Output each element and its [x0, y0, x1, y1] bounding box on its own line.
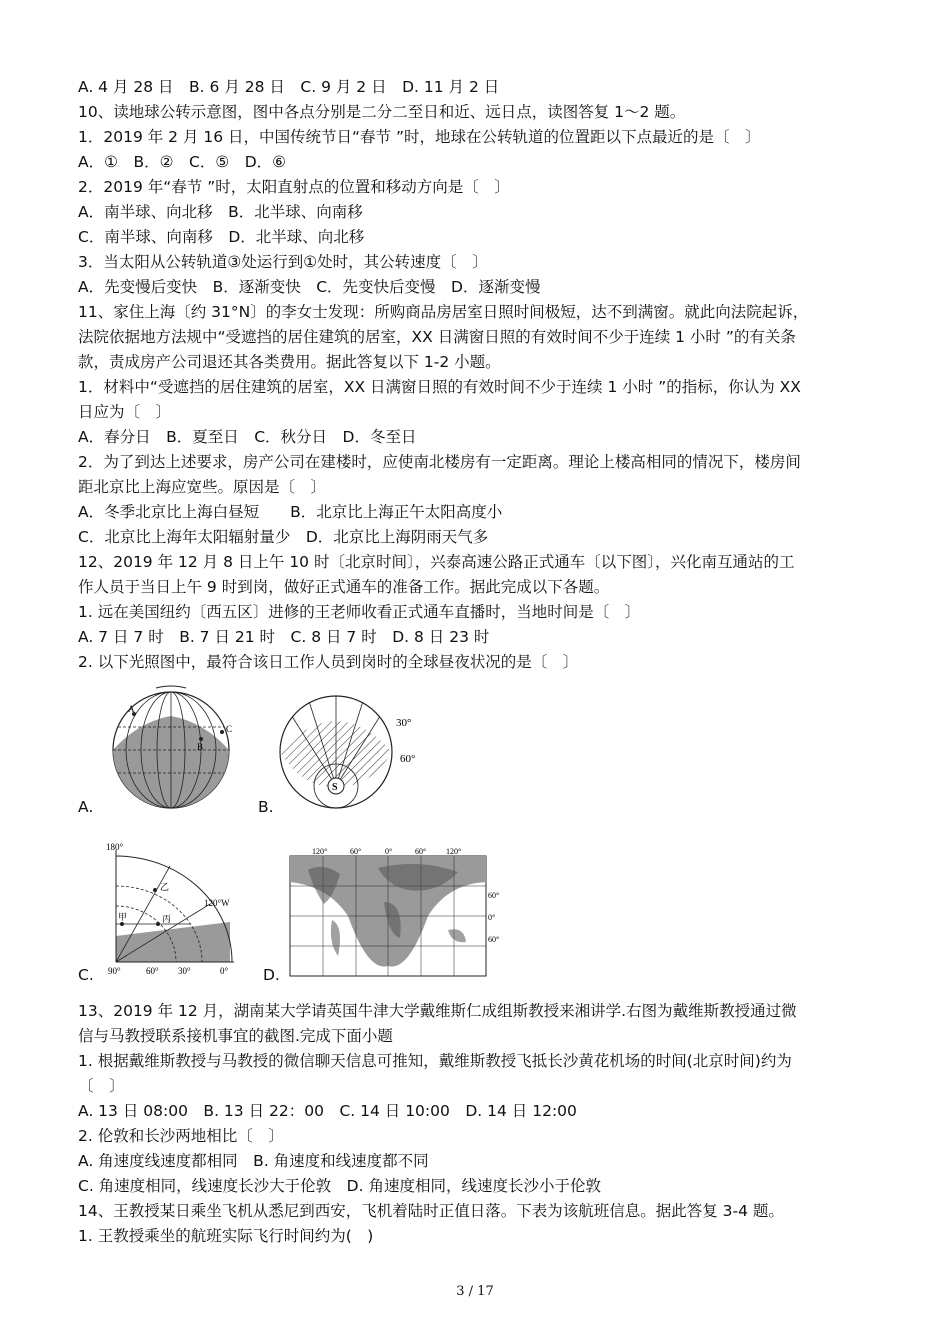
- figure-a-globe: [108, 682, 238, 812]
- q12-stem-2: 作人员于当日上午 9 时到岗，做好正式通车的准备工作。据此完成以下各题。: [78, 578, 610, 596]
- q13-stem-2: 信与马教授联系接机事宜的截图.完成下面小题: [78, 1027, 393, 1045]
- figure-c-lat-30: 30°: [178, 966, 191, 976]
- figure-b-lat-30: 30°: [396, 717, 412, 729]
- q11-2-stem-2: 距北京比上海应宽些。原因是〔 〕: [78, 478, 327, 496]
- figure-d-right-0: 0°: [488, 913, 496, 922]
- q11-1-stem-2: 日应为〔 〕: [78, 403, 172, 421]
- q10-1-options: A．① B．② C．⑤ D．⑥: [78, 153, 287, 171]
- q11-1-stem: 1．材料中“受遮挡的居住建筑的居室，XX 日满窗日照的有效时间不少于连续 1 小时 ”的指标，你认为 XX: [78, 378, 801, 396]
- figure-d-right-60n: 60°: [488, 891, 500, 900]
- q13-2-options-a: A. 角速度线速度都相同 B. 角速度和线速度都不同: [78, 1152, 429, 1170]
- figure-b-lat-60: 60°: [400, 753, 416, 765]
- q10-2-options-a: A．南半球、向北移 B．北半球、向南移: [78, 203, 363, 221]
- figure-c-lon-180: 180°: [106, 842, 124, 852]
- figure-c-lon-120w: 120°W: [204, 898, 230, 908]
- q12-1-options: A. 7 日 7 时 B. 7 日 21 时 C. 8 日 7 时 D. 8 日 23 时: [78, 628, 490, 646]
- q9-options: A. 4 月 28 日 B. 6 月 28 日 C. 9 月 2 日 D. 11 月 2 日: [78, 78, 500, 96]
- q14-stem: 14、王教授某日乘坐飞机从悉尼到西安，飞机着陆时正值日落。下表为该航班信息。据此答复 3-4 题。: [78, 1202, 784, 1220]
- figure-d-top-120w: 120°: [312, 847, 328, 856]
- figure-c-quarter-diagram: [100, 842, 250, 982]
- figure-b-polar-view: [278, 690, 438, 820]
- figure-b-label: B.: [258, 798, 274, 816]
- figure-d-top-120e: 120°: [446, 847, 462, 856]
- q10-2-stem: 2．2019 年“春节 ”时，太阳直射点的位置和移动方向是〔 〕: [78, 178, 510, 196]
- q12-1-stem: 1. 远在美国纽约〔西五区〕进修的王老师收看正式通车直播时，当地时间是〔 〕: [78, 603, 641, 621]
- q13-stem-1: 13、2019 年 12 月，湖南某大学请英国牛津大学戴维斯仁成组斯教授来湘讲学.右图为戴维斯教授通过微: [78, 1002, 797, 1020]
- figure-d-right-60s: 60°: [488, 935, 500, 944]
- q11-2-options-a: A．冬季北京比上海白昼短 B．北京比上海正午太阳高度小: [78, 503, 503, 521]
- figure-c-point-jia: 甲: [118, 913, 128, 923]
- figure-d-world-map: [288, 846, 508, 980]
- figure-c-point-bing: 丙: [162, 915, 172, 925]
- figure-a-point-b: B: [197, 742, 204, 752]
- figure-d-top-0: 0°: [385, 847, 393, 856]
- q10-stem: 10、读地球公转示意图，图中各点分别是二分二至日和近、远日点，读图答复 1～2 题。: [78, 103, 686, 121]
- figure-c-lat-90: 90°: [108, 966, 121, 976]
- figure-a-label: A.: [78, 798, 94, 816]
- q10-2-options-c: C．南半球、向南移 D．北半球、向北移: [78, 228, 365, 246]
- figure-b-pole: S: [332, 782, 338, 793]
- q14-1-stem: 1. 王教授乘坐的航班实际飞行时间约为( ): [78, 1227, 374, 1245]
- figure-c-lat-0: 0°: [220, 966, 229, 976]
- figure-a-point-c: C: [226, 724, 233, 734]
- q13-1-stem: 1. 根据戴维斯教授与马教授的微信聊天信息可推知，戴维斯教授飞抵长沙黄花机场的时间(北京时间)约为: [78, 1052, 792, 1070]
- q11-1-options: A．春分日 B．夏至日 C．秋分日 D．冬至日: [78, 428, 417, 446]
- q11-2-options-c: C．北京比上海年太阳辐射量少 D．北京比上海阴雨天气多: [78, 528, 489, 546]
- figure-c-point-yi: 乙: [160, 883, 170, 893]
- q10-3-options: A．先变慢后变快 B．逐渐变快 C．先变快后变慢 D．逐渐变慢: [78, 278, 541, 296]
- q12-2-stem: 2. 以下光照图中，最符合该日工作人员到岗时的全球昼夜状况的是〔 〕: [78, 653, 579, 671]
- q13-2-stem: 2. 伦敦和长沙两地相比〔 〕: [78, 1127, 284, 1145]
- q11-stem-1: 11、家住上海〔约 31°N〕的李女士发现：所购商品房居室日照时间极短，达不到满窗。就此向法院起诉，: [78, 303, 809, 321]
- figure-d-label: D.: [263, 966, 280, 984]
- figure-a-point-a: A: [128, 704, 135, 714]
- q11-stem-3: 款，责成房产公司退还其各类费用。据此答复以下 1-2 小题。: [78, 353, 501, 371]
- q11-2-stem: 2．为了到达上述要求，房产公司在建楼时，应使南北楼房有一定距离。理论上楼高相同的情况下，楼房间: [78, 453, 801, 471]
- figure-d-top-60e: 60°: [415, 847, 427, 856]
- page-number: 3 / 17: [456, 1284, 494, 1299]
- figure-c-lat-60: 60°: [146, 966, 159, 976]
- q13-1-options: A. 13 日 08:00 B. 13 日 22：00 C. 14 日 10:00 D. 14 日 12:00: [78, 1102, 577, 1120]
- q10-1-stem: 1．2019 年 2 月 16 日，中国传统节日“春节 ”时，地球在公转轨道的位置距以下点最近的是〔 〕: [78, 128, 761, 146]
- q12-stem-1: 12、2019 年 12 月 8 日上午 10 时〔北京时间〕，兴泰高速公路正式通车〔以下图〕，兴化南互通站的工: [78, 553, 795, 571]
- q13-1-stem-2: 〔 〕: [78, 1077, 125, 1095]
- q11-stem-2: 法院依据地方法规中“受遮挡的居住建筑的居室，XX 日满窗日照的有效时间不少于连续 1 小时 ”的有关条: [78, 328, 796, 346]
- figure-c-label: C.: [78, 966, 94, 984]
- q10-3-stem: 3．当太阳从公转轨道③处运行到①处时，其公转速度〔 〕: [78, 253, 488, 271]
- figure-d-top-60w: 60°: [350, 847, 362, 856]
- q13-2-options-c: C. 角速度相同，线速度长沙大于伦敦 D. 角速度相同，线速度长沙小于伦敦: [78, 1177, 601, 1195]
